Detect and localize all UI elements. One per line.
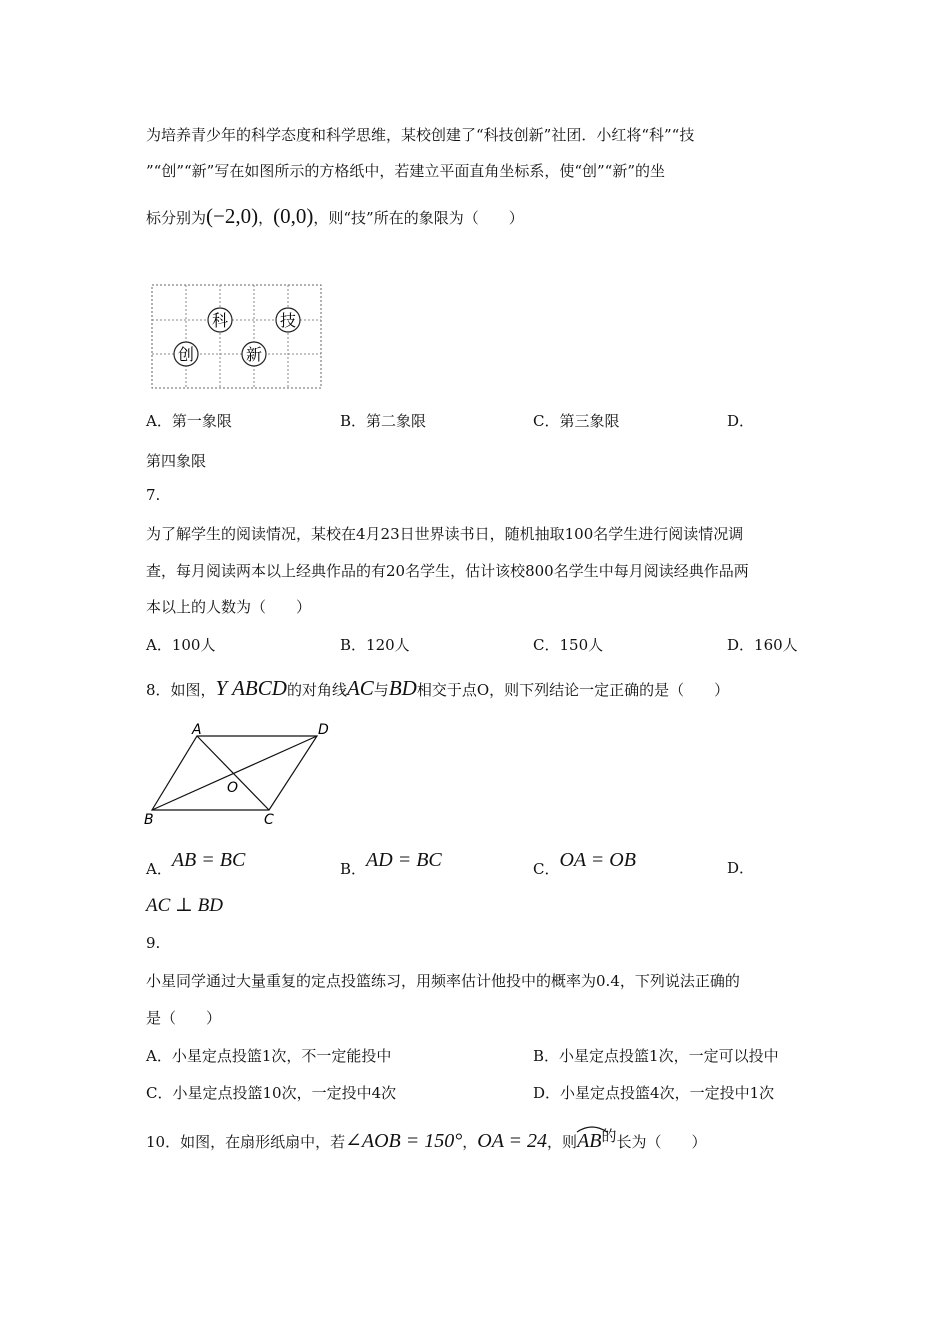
q8-stem <box>146 676 729 701</box>
q6-option-c[interactable]: C．第三象限 <box>533 412 620 430</box>
q8-option-b-label: B． <box>340 860 367 878</box>
grid-char-chuang: 创 <box>177 345 195 364</box>
q8-mid2: 与 <box>373 681 389 699</box>
grid-char-ji: 技 <box>279 311 297 330</box>
label-d: D <box>318 722 329 738</box>
q9-text-line1: 小星同学通过大量重复的定点投篮练习，用频率估计他投中的概率为0.4，下列说法正确的 <box>146 972 740 990</box>
q8-option-d-math: AC ⊥ BD <box>146 895 223 916</box>
q7-text-line1: 为了解学生的阅读情况，某校在4月23日世界读书日，随机抽取100名学生进行阅读情况调 <box>146 525 744 543</box>
q8-option-b[interactable] <box>340 849 442 880</box>
q7-number: 7. <box>146 486 161 504</box>
label-a: A <box>192 722 202 738</box>
q6-text-line3 <box>146 204 524 229</box>
q10-arc-text: AB <box>577 1130 602 1152</box>
q8-option-a[interactable] <box>146 849 246 880</box>
label-b: B <box>144 812 154 828</box>
q8-prefix: 8．如图， <box>146 681 216 699</box>
q10-stem <box>146 1128 707 1153</box>
q8-suffix: 相交于点O，则下列结论一定正确的是（ ） <box>416 681 730 699</box>
q9-option-d[interactable]: D．小星定点投篮4次，一定投中1次 <box>533 1084 775 1102</box>
q9-option-c[interactable]: C．小星定点投篮10次，一定投中4次 <box>146 1084 397 1102</box>
q9-option-a[interactable]: A．小星定点投篮1次，不一定能投中 <box>146 1047 392 1065</box>
q6-line3-pre: 标分别为 <box>146 209 207 227</box>
q8-option-a-math: AB = BC <box>171 849 246 871</box>
q6-sep: ， <box>258 209 274 227</box>
q6-text-line2: ”“创”“新”写在如图所示的方格纸中，若建立平面直角坐标系，使“创”“新”的坐 <box>146 162 666 180</box>
q7-text-line2: 查，每月阅读两本以上经典作品的有20名学生，估计该校800名学生中每月阅读经典作品两 <box>146 562 749 580</box>
q8-option-c-label: C． <box>533 860 560 878</box>
q6-option-b[interactable]: B．第二象限 <box>340 412 427 430</box>
q8-parallelogram-figure <box>140 718 340 830</box>
label-o: O <box>227 780 239 796</box>
q8-bd: BD <box>388 676 417 700</box>
q6-option-a[interactable]: A．第一象限 <box>146 412 232 430</box>
q10-suffix: 长为（ ） <box>616 1133 707 1151</box>
q8-option-b-math: AD = BC <box>366 849 442 871</box>
q6-coord-xin: (0,0) <box>273 204 314 228</box>
grid-char-ke: 科 <box>211 311 229 330</box>
label-c: C <box>264 812 274 828</box>
q6-line3-post: ，则“技”所在的象限为（ ） <box>313 209 524 227</box>
q6-option-d-text: 第四象限 <box>146 452 207 470</box>
q8-parallelogram: Y ABCD <box>215 676 287 700</box>
q10-prefix: 10．如图，在扇形纸扇中，若 <box>146 1133 346 1151</box>
q7-option-c[interactable]: C．150人 <box>533 636 604 654</box>
q8-ac: AC <box>346 676 374 700</box>
q10-arc-ab <box>577 1130 601 1153</box>
q6-grid-figure <box>150 284 324 390</box>
q8-option-a-label: A． <box>146 860 172 878</box>
q7-option-a[interactable]: A．100人 <box>146 636 216 654</box>
q10-angle: ∠AOB = 150° <box>345 1130 463 1152</box>
grid-char-xin: 新 <box>245 345 263 364</box>
q9-option-b[interactable]: B．小星定点投篮1次，一定可以投中 <box>533 1047 779 1065</box>
q10-sep: ， <box>462 1133 478 1151</box>
q10-mid: ，则 <box>547 1133 578 1151</box>
q10-de: 的 <box>601 1127 617 1145</box>
q8-mid1: 的对角线 <box>286 681 347 699</box>
q8-option-d[interactable]: D． <box>727 859 755 877</box>
q8-option-c[interactable] <box>533 849 636 880</box>
q7-option-d[interactable]: D．160人 <box>727 636 798 654</box>
q9-number: 9. <box>146 934 161 952</box>
q7-option-b[interactable]: B．120人 <box>340 636 410 654</box>
q7-text-line3: 本以上的人数为（ ） <box>146 598 312 616</box>
q9-text-line2: 是（ ） <box>146 1009 222 1027</box>
q8-option-c-math: OA = OB <box>559 849 636 871</box>
q6-text-line1: 为培养青少年的科学态度和科学思维，某校创建了“科技创新”社团．小红将“科”“技 <box>146 126 695 144</box>
q10-oa: OA = 24 <box>477 1130 548 1152</box>
q6-option-d[interactable]: D． <box>727 412 755 430</box>
q6-coord-chuang: (−2,0) <box>206 204 259 228</box>
